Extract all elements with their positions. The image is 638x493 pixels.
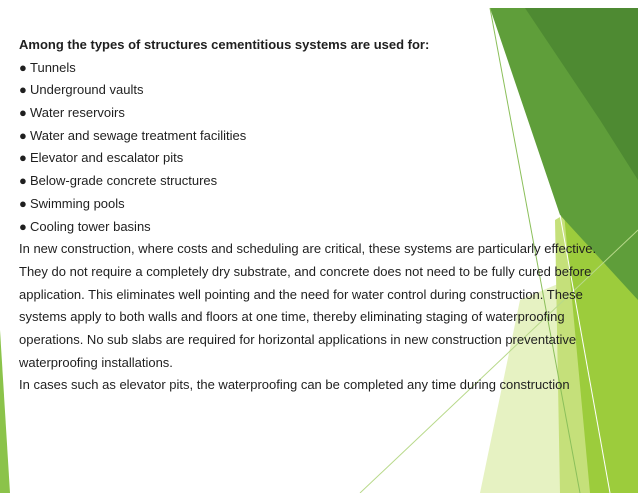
slide-text-body (19, 34, 619, 397)
bullet-glyph: ● (19, 173, 27, 189)
list-item-text: Underground vaults (30, 82, 144, 98)
paragraph-line: In cases such as elevator pits, the waterproofing can be completed any time during construction (19, 377, 570, 393)
paragraph-line: In new construction, where costs and scheduling are critical, these systems are particularly effective. (19, 241, 597, 257)
heading: Among the types of structures cementitious systems are used for: (19, 37, 430, 52)
list-item (19, 79, 619, 102)
list-item (19, 193, 619, 216)
bullet-glyph: ● (19, 218, 27, 234)
bullet-glyph: ● (19, 59, 27, 75)
list-item (19, 216, 619, 239)
bullet-glyph: ● (19, 195, 27, 211)
paragraph-line: waterproofing installations. (19, 354, 173, 370)
list-item-text: Water and sewage treatment facilities (30, 127, 247, 143)
paragraph-line: operations. No sub slabs are required for horizontal applications in new construction preventative (19, 331, 577, 347)
list-item (19, 102, 619, 125)
list-item-text: Tunnels (30, 59, 76, 75)
list-item (19, 125, 619, 148)
list-item-text: Water reservoirs (30, 105, 125, 121)
left-green-strip (0, 330, 10, 493)
paragraph-line: systems apply to both walls and floors at one time, thereby eliminating staging of waterproofing (19, 309, 565, 325)
paragraph-line: They do not require a completely dry substrate, and concrete does not need to be fully cured before (19, 263, 592, 279)
list-item-text: Elevator and escalator pits (30, 150, 184, 166)
bullet-glyph: ● (19, 105, 27, 121)
paragraph-line: application. This eliminates well pointing and the need for water control during construction. These (19, 286, 583, 302)
list-item-text: Swimming pools (30, 195, 125, 211)
bullet-glyph: ● (19, 82, 27, 98)
list-item-text: Below-grade concrete structures (30, 173, 218, 189)
list-item (19, 57, 619, 80)
list-item (19, 147, 619, 170)
bullet-glyph: ● (19, 127, 27, 143)
bullet-glyph: ● (19, 150, 27, 166)
list-item (19, 170, 619, 193)
list-item-text: Cooling tower basins (30, 218, 151, 234)
